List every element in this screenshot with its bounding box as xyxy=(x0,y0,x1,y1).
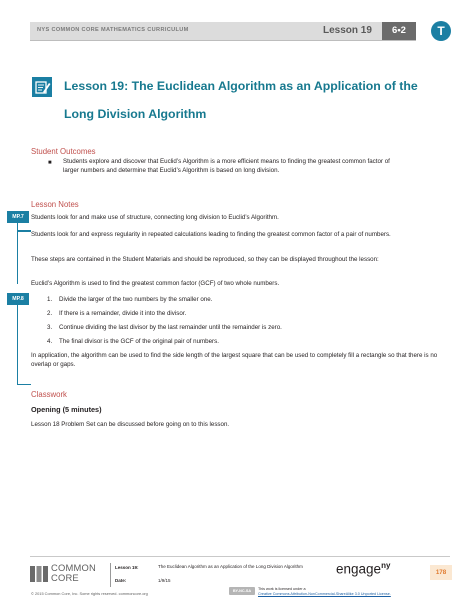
license-text: This work is licensed under a xyxy=(258,587,306,591)
mp8-bracket-bottom xyxy=(17,305,31,385)
mp7-bracket xyxy=(17,223,31,231)
footer-brand xyxy=(51,563,96,582)
cc-license-icon: BY-NC-SA xyxy=(229,587,255,595)
module-badge: 6•2 xyxy=(382,22,416,40)
classwork-text: Lesson 18 Problem Set can be discussed before going on to this lesson. xyxy=(31,421,230,428)
footer-rule xyxy=(30,556,450,557)
student-outcome-text: Students explore and discover that Euclid’s Algorithm is a more efficient means to finding the greatest common factor of larger numbers and determine that Euclid’s Algorithm is based on long division. xyxy=(63,158,390,174)
note-paragraph-1: Students look for and make use of structure, connecting long division to Euclid’s Algorithm. xyxy=(31,214,279,221)
note-paragraph-3: These steps are contained in the Student Materials and should be reproduced, so they can be displayed throughout the lesson: xyxy=(31,256,379,263)
step-1-text: Divide the larger of the two numbers by the smaller one. xyxy=(59,296,213,303)
step-4-text: The final divisor is the GCF of the original pair of numbers. xyxy=(59,338,219,345)
footer-brand-line2: CORE xyxy=(51,571,79,583)
footer-description: The Euclidean Algorithm as an Application of the Long Division Algorithm xyxy=(158,564,303,569)
lesson-title-line2: Long Division Algorithm xyxy=(64,107,207,121)
mp8-bracket-top xyxy=(17,231,31,284)
common-core-logo-icon xyxy=(30,566,48,582)
step-1-number: 1. xyxy=(47,296,53,303)
note-paragraph-4: Euclid’s Algorithm is used to find the greatest common factor (GCF) of two whole numbers. xyxy=(31,280,280,287)
lesson-notes-heading: Lesson Notes xyxy=(31,200,79,209)
curriculum-label: NYS COMMON CORE MATHEMATICS CURRICULUM xyxy=(37,27,189,33)
step-3-number: 3. xyxy=(47,324,53,331)
classwork-heading: Classwork xyxy=(31,390,67,399)
lesson-icon xyxy=(32,77,52,97)
student-outcomes-heading: Student Outcomes xyxy=(31,147,96,156)
teacher-badge: T xyxy=(431,21,451,41)
step-3-text: Continue dividing the last divisor by the last remainder until the remainder is zero. xyxy=(59,324,282,331)
lesson-title-line1: Lesson 19: The Euclidean Algorithm as an Application of the xyxy=(64,79,418,93)
engage-ny-superscript: ny xyxy=(381,561,391,570)
note-paragraph-2: Students look for and express regularity in repeated calculations leading to finding the greatest common factor of a pair of numbers. xyxy=(31,231,391,238)
step-4-number: 4. xyxy=(47,338,53,345)
note-paragraph-5: In application, the algorithm can be used to find the side length of the largest square that can be used to completely fill a rectangle so that there is no overlap or gaps. xyxy=(31,352,438,368)
copyright-text: © 2015 Common Core, Inc. Some rights reserved. commoncore.org xyxy=(31,591,148,596)
engage-ny-logo xyxy=(336,561,390,577)
mp7-badge: MP.7 xyxy=(7,211,29,223)
footer-brand-line1: COMMON xyxy=(51,562,96,573)
step-2-text: If there is a remainder, divide it into the divisor. xyxy=(59,310,187,317)
license-link[interactable]: Creative Commons Attribution-NonCommercial-ShareAlike 3.0 Unported License. xyxy=(258,592,391,596)
bullet-icon: ■ xyxy=(48,160,52,166)
opening-heading: Opening (5 minutes) xyxy=(31,405,102,414)
footer-date: 1/9/15 xyxy=(158,578,171,583)
footer-lesson-label: Lesson 19: xyxy=(115,565,139,570)
footer-divider xyxy=(110,563,111,587)
mp8-badge: MP.8 xyxy=(7,293,29,305)
footer-date-label: Date: xyxy=(115,578,127,583)
step-2-number: 2. xyxy=(47,310,53,317)
page-number: 178 xyxy=(430,565,452,580)
engage-word: engage xyxy=(336,561,382,577)
header-lesson: Lesson 19 xyxy=(323,25,372,36)
